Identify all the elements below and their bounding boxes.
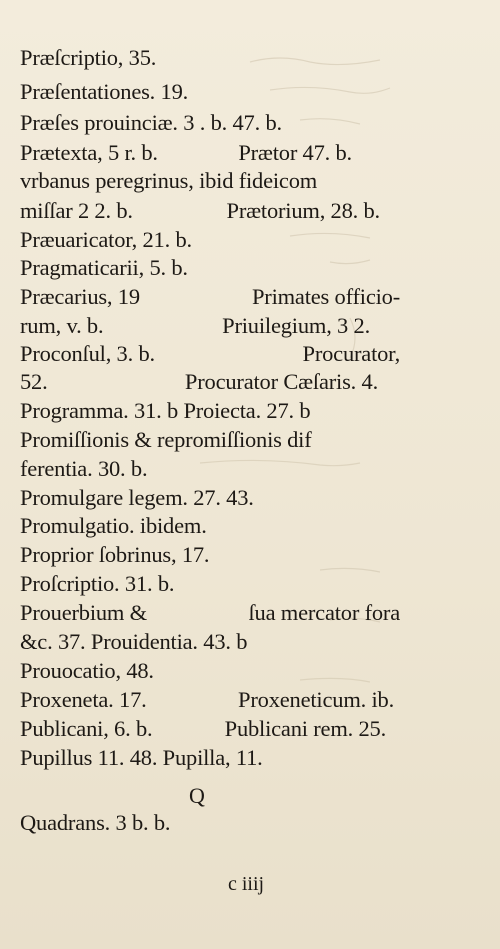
entry-right: Proxeneticum. ib. (238, 687, 394, 712)
index-entry (20, 197, 400, 225)
index-entry: Prouocatio, 48. (20, 658, 154, 683)
index-entry: Promulgatio. ibidem. (20, 513, 207, 538)
index-entry (20, 312, 400, 340)
entry-left: Præcarius, 19 (20, 284, 140, 309)
index-entry (20, 686, 400, 714)
index-entry: Proſcriptio. 31. b. (20, 571, 175, 596)
index-entry: Pragmaticarii, 5. b. (20, 255, 188, 280)
entry-left: Proxeneta. 17. (20, 687, 147, 712)
index-entry (20, 139, 400, 167)
entry-left: Proconſul, 3. b. (20, 341, 155, 366)
index-entry: ferentia. 30. b. (20, 456, 148, 481)
entry-left: rum, v. b. (20, 313, 104, 338)
entry-left: Publicani, 6. b. (20, 716, 153, 741)
entry-left: Prouerbium & (20, 600, 147, 625)
index-entry: Pupillus 11. 48. Pupilla, 11. (20, 745, 263, 770)
entry-right: Publicani rem. 25. (224, 716, 386, 741)
entry-left: miſſar 2 2. b. (20, 198, 133, 223)
entry-right: Prætor 47. b. (238, 140, 352, 165)
index-entry (20, 368, 400, 396)
entry-left: Prætexta, 5 r. b. (20, 140, 158, 165)
index-entry: Præſes prouinciæ. 3 . b. 47. b. (20, 110, 282, 135)
index-entry (20, 715, 400, 743)
index-entry: vrbanus peregrinus, ibid fideicom (20, 168, 318, 193)
index-entry: Programma. 31. b Proiecta. 27. b (20, 398, 311, 423)
entry-left: 52. (20, 369, 48, 394)
section-letter: Q (189, 783, 205, 808)
entry-right: ſua mercator fora (248, 600, 400, 625)
index-entry: Præuaricator, 21. b. (20, 227, 192, 252)
signature-mark: c iiij (228, 873, 265, 895)
index-entry (20, 283, 400, 311)
index-entry (20, 599, 400, 627)
entry-right: Procurator Cæſaris. 4. (184, 369, 378, 394)
index-entry (20, 340, 400, 368)
index-entry-last: Quadrans. 3 b. b. (20, 810, 171, 835)
index-entry: Promiſſionis & repromiſſionis dif (20, 427, 312, 452)
entry-right: Procurator, (302, 341, 400, 366)
index-entry: Præſcriptio, 35. (20, 45, 157, 70)
index-entry: Proprior ſobrinus, 17. (20, 542, 210, 567)
index-entry: Promulgare legem. 27. 43. (20, 485, 254, 510)
index-entry: &c. 37. Prouidentia. 43. b (20, 629, 248, 654)
index-entry: Præſentationes. 19. (20, 79, 189, 104)
entry-right: Primates officio- (251, 284, 400, 309)
entry-right: Priuilegium, 3 2. (222, 313, 370, 338)
entry-right: Prætorium, 28. b. (226, 198, 380, 223)
